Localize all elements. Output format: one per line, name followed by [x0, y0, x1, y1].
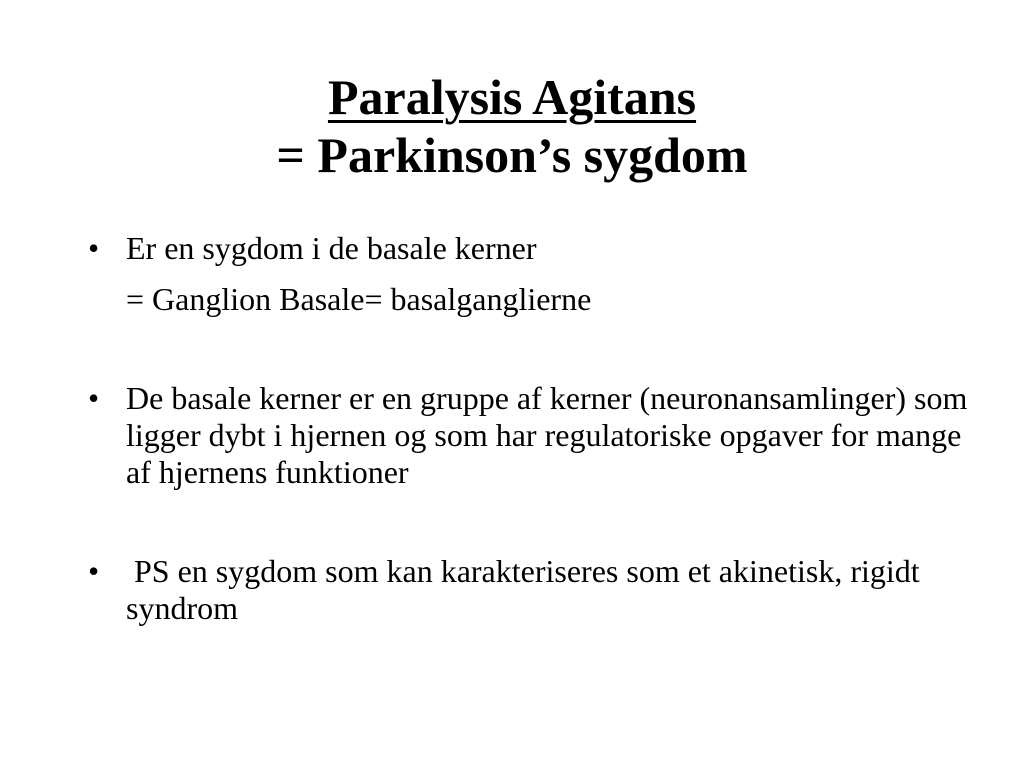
bullet-icon: •: [88, 380, 100, 416]
bullet-text-1: Er en sygdom i de basale kerner: [126, 230, 537, 266]
bullet-subtext-1: = Ganglion Basale= basalganglierne: [126, 281, 592, 317]
bullet-icon: •: [88, 230, 100, 266]
bullet-item-3: [88, 553, 968, 627]
bullet-icon: •: [88, 553, 100, 589]
title-line-1: Paralysis Agitans: [327, 69, 697, 125]
bullet-item-1: [88, 230, 968, 318]
title-line-2: = Parkinson’s sygdom: [276, 127, 748, 183]
slide-title: [0, 68, 1024, 184]
bullet-list: [88, 230, 968, 627]
bullet-item-2: [88, 380, 968, 491]
bullet-text-3: PS en sygdom som kan karakteriseres som et akinetisk, rigidt syndrom: [126, 553, 928, 626]
bullet-text-2: De basale kerner er en gruppe af kerner (neuronansamlinger) som ligger dybt i hjernen og som har regulatoriske opgaver for mange af hjernens funktioner: [126, 380, 968, 490]
